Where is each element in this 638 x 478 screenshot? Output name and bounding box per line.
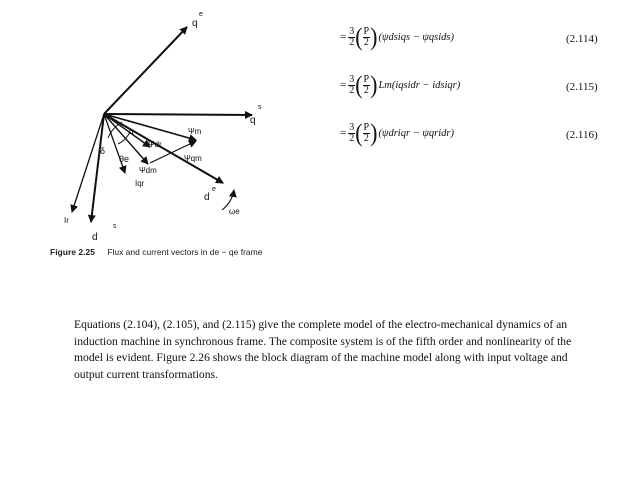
- theta-e-label: θe: [119, 154, 130, 164]
- ds-axis: [91, 114, 104, 222]
- qs-superscript: s: [258, 104, 262, 111]
- eq-sign: =: [340, 127, 347, 139]
- eq-paren-close: ): [370, 22, 378, 51]
- eq-sign: =: [340, 79, 347, 91]
- eq-fraction-p-2: $\frac{P}{2}$: [363, 121, 370, 144]
- eq-paren-close: ): [370, 118, 378, 147]
- eq-fraction-p-2: $\frac{P}{2}$: [363, 25, 370, 48]
- equation-2-115: [340, 70, 461, 99]
- qe-label: q: [192, 18, 198, 29]
- de-axis: [104, 114, 223, 183]
- ir-label: Ir: [64, 216, 69, 225]
- alpha-label: α: [129, 127, 134, 136]
- eq-paren-open: (: [355, 118, 363, 147]
- de-superscript: e: [212, 186, 216, 193]
- psi-dr-label: Ψdr: [148, 140, 162, 149]
- ds-superscript: s: [113, 223, 117, 230]
- omega-e-label: ωe: [229, 207, 240, 216]
- de-label: d: [204, 192, 210, 203]
- psi-dm-label: Ψdm: [139, 166, 157, 175]
- figure-caption: [50, 247, 262, 257]
- iqr-vector: [104, 114, 125, 173]
- equation-number: (2.114): [566, 33, 598, 45]
- vector-diagram-svg: [0, 0, 300, 262]
- figure-caption-label: Figure 2.25: [50, 247, 95, 257]
- delta-label: δ: [100, 146, 106, 156]
- equation-2-114: [340, 22, 454, 51]
- equation-2-116: [340, 118, 454, 147]
- qe-superscript: e: [199, 11, 203, 18]
- equation-number: (2.115): [566, 81, 598, 93]
- eq-fraction-3-2: $\frac{3}{2}$: [349, 121, 355, 144]
- eq-paren-open: (: [355, 70, 363, 99]
- eq-sign: =: [340, 31, 347, 43]
- eq-fraction-p-2: $\frac{P}{2}$: [363, 73, 370, 96]
- eq-paren-close: ): [370, 70, 378, 99]
- qe-axis: [104, 27, 187, 114]
- equation-number: (2.116): [566, 129, 598, 141]
- iqr-label: Iqr: [135, 179, 145, 188]
- eq-fraction-3-2: $\frac{3}{2}$: [349, 25, 355, 48]
- vector-diagram: [0, 0, 300, 262]
- figure-caption-text: Flux and current vectors in de − qe frame: [107, 247, 263, 257]
- eq-paren-open: (: [355, 22, 363, 51]
- qs-axis: [104, 114, 252, 115]
- ds-label: d: [92, 232, 98, 243]
- psi-qm-label: Ψqm: [184, 154, 202, 163]
- eq-body: (ψdriqr − ψqridr): [378, 127, 454, 139]
- eq-fraction-3-2: $\frac{3}{2}$: [349, 73, 355, 96]
- qs-label: q: [250, 115, 256, 126]
- eq-body: (ψdsiqs − ψqsids): [378, 31, 454, 43]
- body-paragraph: Equations (2.104), (2.105), and (2.115) give the complete model of the electro-mechanical dynamics of an induction machine in synchronous frame. The composite system is of the fifth order and nonlinearity of the model is evident. Figure 2.26 shows the block diagram of the machine model along with input voltage and output current transformations.: [74, 318, 572, 381]
- eq-body: Lm(iqsidr − idsiqr): [378, 79, 461, 91]
- psi-m-label: Ψm: [188, 127, 202, 136]
- psi-m-vector: [104, 114, 196, 140]
- ir-vector: [72, 114, 104, 212]
